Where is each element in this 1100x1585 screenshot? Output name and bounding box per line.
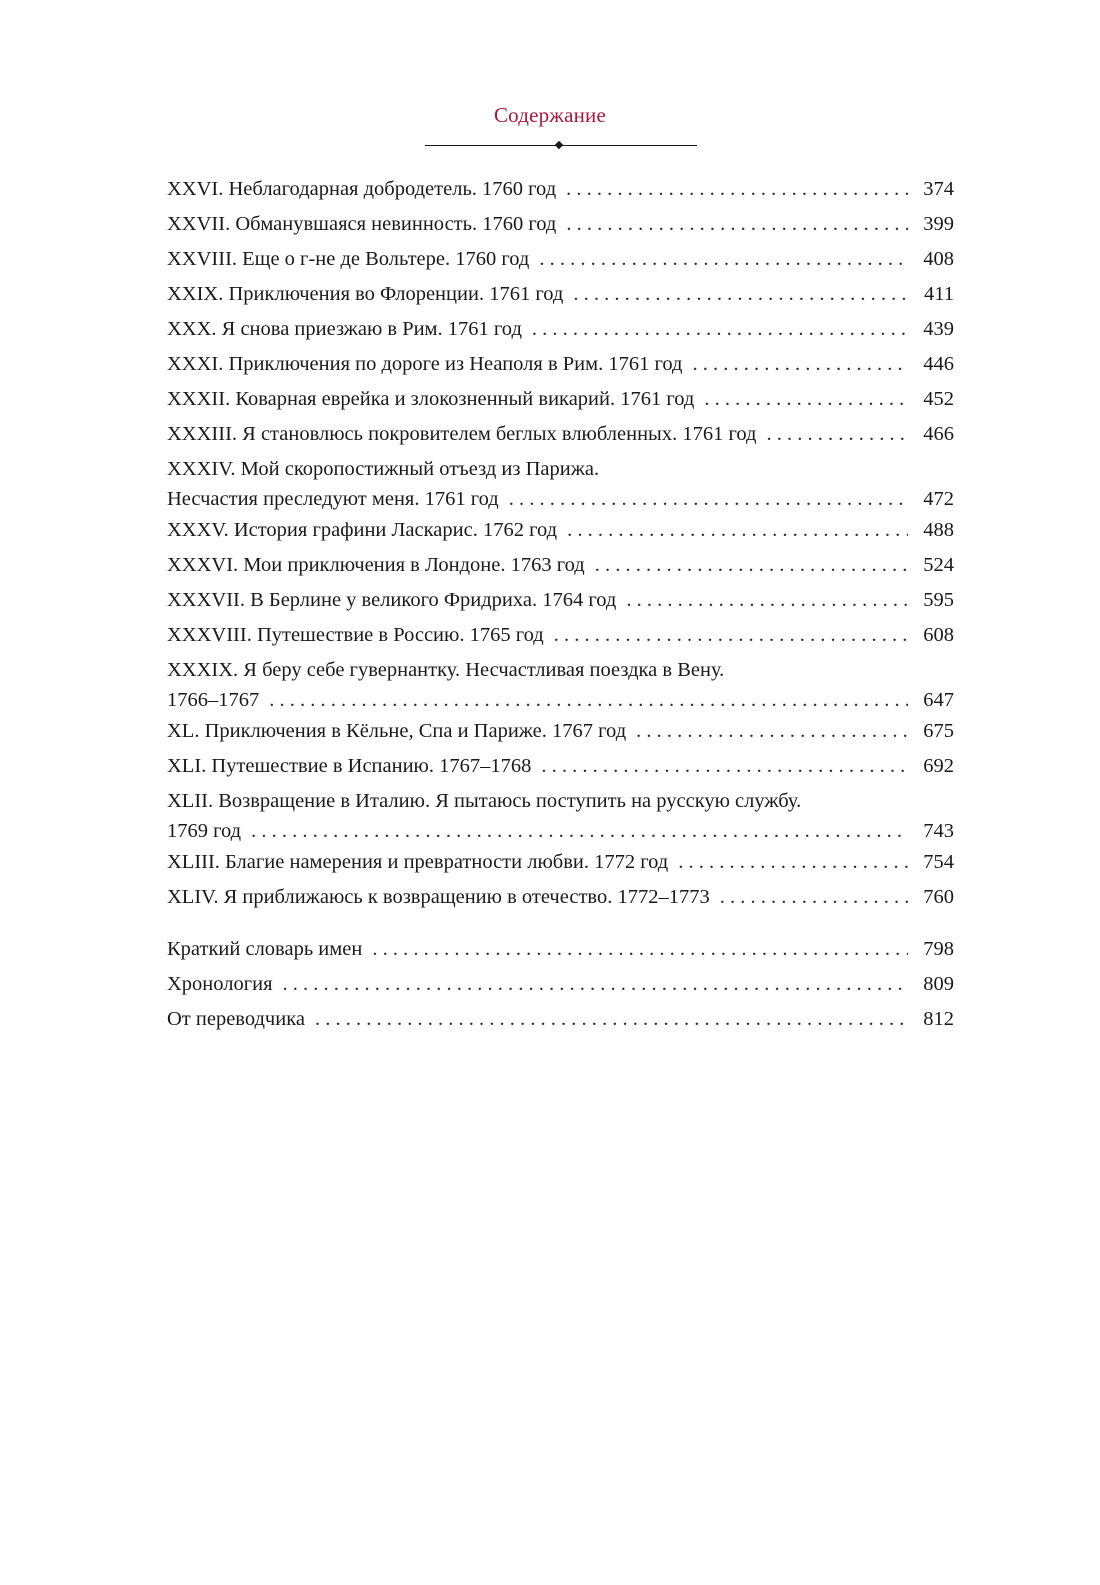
toc-entry[interactable]	[167, 384, 954, 419]
toc-entry[interactable]	[167, 655, 954, 716]
page-title: Содержание	[493, 103, 607, 127]
dot-leader	[566, 174, 908, 204]
toc-entry-title: XXXVII. В Берлине у великого Фридриха. 1764 год	[167, 589, 617, 611]
toc-entry[interactable]	[167, 882, 954, 917]
toc-entry-title: XXXV. История графини Ласкарис. 1762 год	[167, 519, 558, 541]
toc-entry[interactable]	[167, 314, 954, 349]
table-of-contents	[167, 174, 954, 1039]
toc-entry-page: 411	[924, 283, 954, 305]
toc-entry-title-first-line: XXXIX. Я беру себе гувернантку. Несчастливая поездка в Вену.	[167, 659, 725, 681]
dot-leader	[269, 685, 908, 715]
toc-entry-title: XXVI. Неблагодарная добродетель. 1760 год	[167, 178, 557, 200]
dot-leader	[509, 484, 908, 514]
toc-entry-page: 743	[923, 820, 954, 842]
dot-leader	[315, 1004, 908, 1034]
toc-entry-page: 472	[923, 488, 954, 510]
dot-leader	[539, 244, 908, 274]
toc-entry-title: XXXVIII. Путешествие в Россию. 1765 год	[167, 624, 544, 646]
dot-leader	[541, 751, 908, 781]
toc-entry[interactable]	[167, 585, 954, 620]
toc-entry-title: XXXI. Приключения по дороге из Неаполя в Рим. 1761 год	[167, 353, 683, 375]
toc-entry[interactable]	[167, 716, 954, 751]
toc-entry-page: 647	[923, 689, 954, 711]
dot-leader	[532, 314, 908, 344]
dot-leader	[595, 550, 908, 580]
toc-entry-title: XXVIII. Еще о г-не де Вольтере. 1760 год	[167, 248, 530, 270]
dot-leader	[573, 279, 908, 309]
appendix-entry[interactable]	[167, 934, 954, 969]
toc-entry[interactable]	[167, 515, 954, 550]
dot-leader	[636, 716, 908, 746]
toc-entry-page: 446	[923, 353, 954, 375]
dot-leader	[704, 384, 908, 414]
toc-entry[interactable]	[167, 786, 954, 847]
dot-leader	[251, 816, 908, 846]
toc-entry-title: XXX. Я снова приезжаю в Рим. 1761 год	[167, 318, 522, 340]
dot-leader	[566, 209, 908, 239]
dot-leader	[720, 882, 908, 912]
toc-entry-page: 809	[923, 973, 954, 995]
toc-entry-title-first-line: XXXIV. Мой скоропостижный отъезд из Парижа.	[167, 458, 600, 480]
appendix-entry[interactable]	[167, 969, 954, 1004]
dot-leader	[372, 934, 908, 964]
dot-leader	[692, 349, 908, 379]
toc-entry-title: Несчастия преследуют меня. 1761 год	[167, 488, 499, 510]
toc-entry-title: XLIII. Благие намерения и превратности любви. 1772 год	[167, 851, 669, 873]
toc-entry[interactable]	[167, 550, 954, 585]
toc-entry-title: XXXII. Коварная еврейка и злокозненный викарий. 1761 год	[167, 388, 695, 410]
toc-entry-title: XLIV. Я приближаюсь к возвращению в отечество. 1772–1773	[167, 886, 710, 908]
header-ornament-diamond	[555, 141, 563, 149]
toc-entry[interactable]	[167, 279, 954, 314]
toc-entry[interactable]	[167, 209, 954, 244]
toc-entry-page: 760	[923, 886, 954, 908]
toc-entry-title: 1769 год	[167, 820, 242, 842]
toc-entry-title: XXIX. Приключения во Флоренции. 1761 год	[167, 283, 564, 305]
toc-entry-title-first-line: XLII. Возвращение в Италию. Я пытаюсь поступить на русскую службу.	[167, 790, 802, 812]
toc-entry-page: 692	[923, 755, 954, 777]
toc-entry-title: Краткий словарь имен	[167, 938, 363, 960]
toc-entry-page: 812	[923, 1008, 954, 1030]
toc-entry-page: 439	[923, 318, 954, 340]
dot-leader	[554, 620, 908, 650]
toc-entry-title: XXVII. Обманувшаяся невинность. 1760 год	[167, 213, 557, 235]
toc-entry-title: 1766–1767	[167, 689, 260, 711]
toc-entry-title: Хронология	[167, 973, 273, 995]
toc-entry[interactable]	[167, 174, 954, 209]
toc-entry-page: 608	[923, 624, 954, 646]
dot-leader	[678, 847, 908, 877]
toc-entry-title: XLI. Путешествие в Испанию. 1767–1768	[167, 755, 532, 777]
toc-entry-title: От переводчика	[167, 1008, 305, 1030]
toc-entry[interactable]	[167, 751, 954, 786]
toc-entry[interactable]	[167, 244, 954, 279]
toc-entry-page: 524	[923, 554, 954, 576]
toc-entry[interactable]	[167, 454, 954, 515]
toc-entry-page: 595	[923, 589, 954, 611]
toc-entry[interactable]	[167, 419, 954, 454]
toc-entry-page: 754	[923, 851, 954, 873]
toc-entry-page: 452	[923, 388, 954, 410]
dot-leader	[283, 969, 908, 999]
dot-leader	[567, 515, 908, 545]
toc-entry-page: 488	[923, 519, 954, 541]
toc-entry[interactable]	[167, 620, 954, 655]
toc-entry-page: 374	[923, 178, 954, 200]
toc-entry-title: XL. Приключения в Кёльне, Спа и Париже. 1767 год	[167, 720, 627, 742]
dot-leader	[766, 419, 908, 449]
toc-entry[interactable]	[167, 349, 954, 384]
toc-entry[interactable]	[167, 847, 954, 882]
page-header	[0, 103, 1100, 128]
toc-entry-page: 408	[923, 248, 954, 270]
toc-entry-title: XXXIII. Я становлюсь покровителем беглых влюбленных. 1761 год	[167, 423, 757, 445]
toc-entry-page: 399	[923, 213, 954, 235]
dot-leader	[626, 585, 908, 615]
toc-entry-page: 466	[923, 423, 954, 445]
appendix-entry[interactable]	[167, 1004, 954, 1039]
toc-entry-title: XXXVI. Мои приключения в Лондоне. 1763 год	[167, 554, 585, 576]
toc-entry-page: 798	[923, 938, 954, 960]
toc-entry-page: 675	[923, 720, 954, 742]
